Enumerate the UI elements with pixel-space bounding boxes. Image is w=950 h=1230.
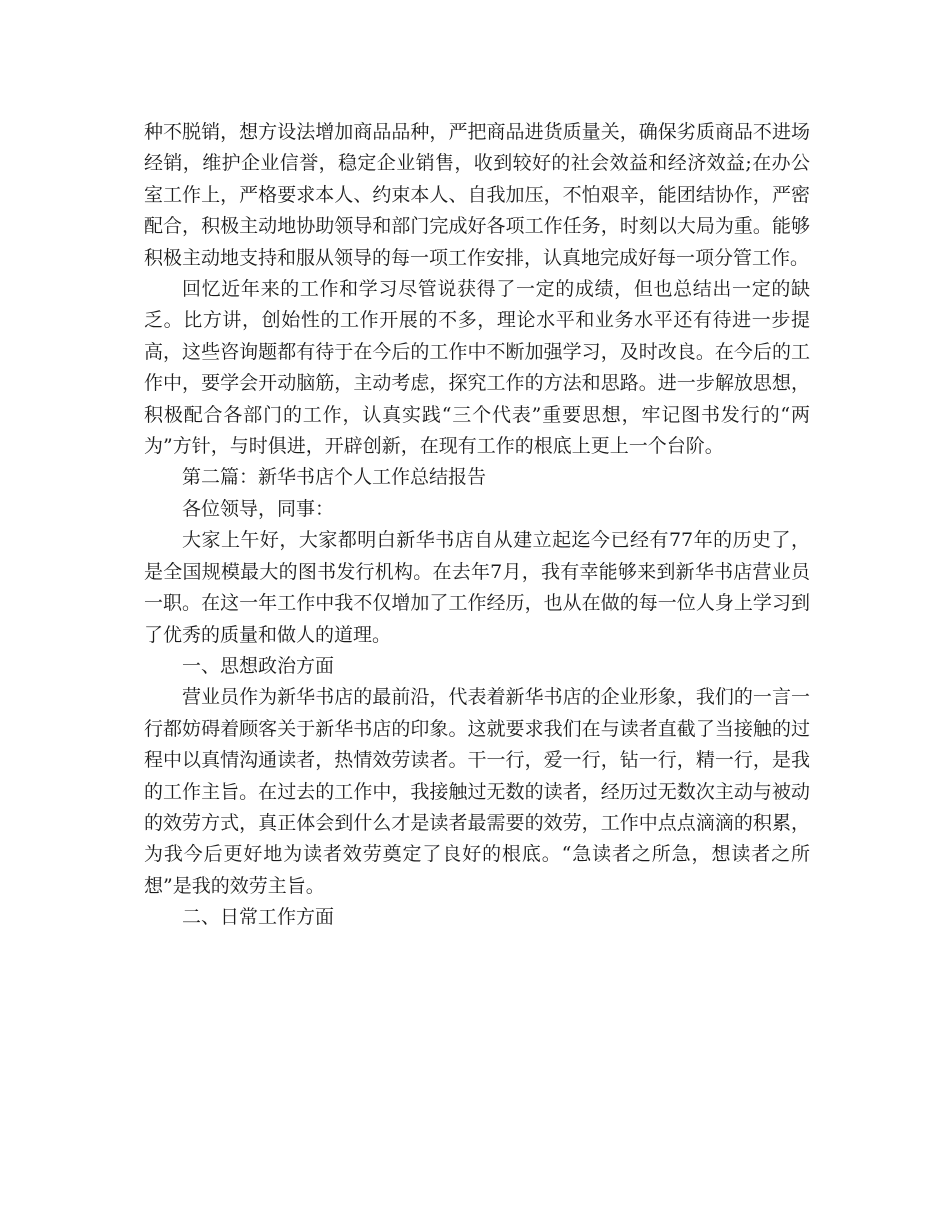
heading-daily-work: 二、日常工作方面 [182, 906, 335, 929]
paragraph-continuation: 种不脱销，想方设法增加商品品种，严把商品进货质量关，确保劣质商品不进场经销，维护企业信誉，稳定企业销售，收到较好的社会效益和经济效益;在办公室工作上，严格要求本人、约束本人、自我加压，不怕艰辛，能团结协作，严密配合，积极主动地协助领导和部门完成好各项工作任务，时刻以大局为重。能够积极主动地支持和服从领导的每一项工作安排，认真地完成好每一项分管工作。 [144, 121, 810, 269]
section-title: 第二篇：新华书店个人工作总结报告 [182, 466, 487, 489]
paragraph-review: 回忆近年来的工作和学习尽管说获得了一定的成绩，但也总结出一定的缺乏。比方讲，创始性的工作开展的不多，理论水平和业务水平还有待进一步提高，这些咨询题都有待于在今后的工作中不断加强学习，及时改良。在今后的工作中，要学会开动脑筋，主动考虑，探究工作的方法和思路。进一步解放思想，积极配合各部门的工作，认真实践“三个代表”重要思想，牢记图书发行的“两为”方针，与时俱进，开辟创新，在现有工作的根底上更上一个台阶。 [144, 278, 810, 458]
paragraph-political: 营业员作为新华书店的最前沿，代表着新华书店的企业形象，我们的一言一行都妨碍着顾客关于新华书店的印象。这就要求我们在与读者直截了当接触的过程中以真情沟通读者，热情效劳读者。干一行，爱一行，钻一行，精一行，是我的工作主旨。在过去的工作中，我接触过无数的读者，经历过无数次主动与被动的效劳方式，真正体会到什么才是读者最需要的效劳，工作中点点滴滴的积累，为我今后更好地为读者效劳奠定了良好的根底。“急读者之所急，想读者之所想”是我的效劳主旨。 [144, 686, 810, 897]
document-body [144, 117, 810, 934]
salutation: 各位领导，同事： [182, 497, 335, 520]
paragraph-intro: 大家上午好，大家都明白新华书店自从建立起迄今已经有77年的历史了，是全国规模最大的图书发行机构。在去年7月，我有幸能够来到新华书店营业员一职。在这一年工作中我不仅增加了工作经历，也从在做的每一位人身上学习到了优秀的质量和做人的道理。 [144, 529, 810, 646]
heading-political: 一、思想政治方面 [182, 654, 335, 677]
